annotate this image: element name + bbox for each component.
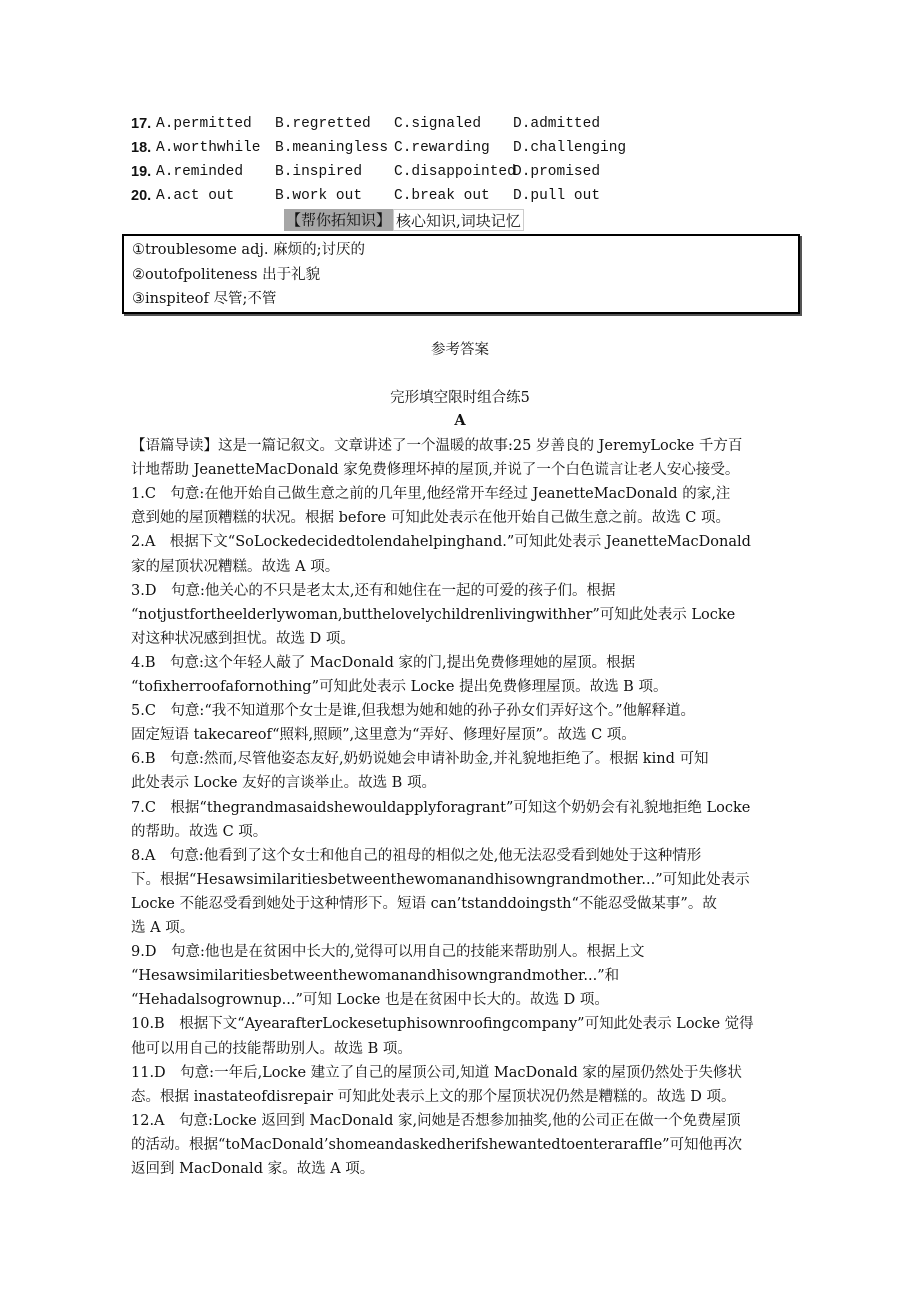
- explanation-line: 他可以用自己的技能帮助别人。故选 B 项。: [131, 1040, 412, 1057]
- explanation-line: 的活动。根据“toMacDonald’shomeandaskedherifshewantedtoenteraraffle”可知他再次: [131, 1136, 743, 1153]
- explanation-line: 下。根据“Hesawsimilaritiesbetweenthewomanandhisowngrandmother...”可知此处表示: [131, 871, 750, 888]
- explanation-line: 4.B 句意:这个年轻人敲了 MacDonald 家的门,提出免费修理她的屋顶。根据: [131, 654, 636, 671]
- explanation-line: “Hesawsimilaritiesbetweenthewomanandhisowngrandmother...”和: [131, 968, 620, 985]
- option-b: B.work out: [275, 188, 363, 204]
- knowledge-item: ②outofpoliteness 出于礼貌: [132, 266, 321, 283]
- explanation-line: 1.C 句意:在他开始自己做生意之前的几年里,他经常开车经过 JeanetteMacDonald 的家,注: [131, 486, 731, 503]
- option-a: A.worthwhile: [156, 140, 261, 156]
- explanation-line: 对这种状况感到担忧。故选 D 项。: [131, 630, 355, 647]
- explanation-line: 选 A 项。: [131, 920, 195, 936]
- option-d: D.challenging: [513, 140, 627, 156]
- option-b: B.inspired: [275, 164, 363, 180]
- knowledge-banner: [284, 209, 524, 231]
- option-b: B.regretted: [275, 116, 371, 132]
- knowledge-box: [122, 234, 800, 314]
- knowledge-banner-highlight: 【帮你拓知识】: [286, 211, 392, 229]
- explanation-line: 8.A 句意:他看到了这个女士和他自己的祖母的相似之处,他无法忍受看到她处于这种情形: [131, 847, 702, 864]
- knowledge-banner-subtitle: 核心知识,词块记忆: [393, 209, 524, 231]
- explanation-line: 6.B 句意:然而,尽管他姿态友好,奶奶说她会申请补助金,并礼貌地拒绝了。根据 kind 可知: [131, 751, 709, 768]
- explanation-line: “tofixherroofafornothing”可知此处表示 Locke 提出免费修理屋顶。故选 B 项。: [131, 679, 668, 695]
- knowledge-item: ①troublesome adj. 麻烦的;讨厌的: [132, 242, 365, 258]
- explanation-line: 3.D 句意:他关心的不只是老太太,还有和她住在一起的可爱的孩子们。根据: [131, 582, 616, 599]
- explanation-line: 意到她的屋顶糟糕的状况。根据 before 可知此处表示在他开始自己做生意之前。故选 C 项。: [131, 510, 730, 527]
- answers-heading: 参考答案: [431, 342, 489, 358]
- knowledge-item: ③inspiteof 尽管;不管: [132, 291, 277, 307]
- explanation-line: 此处表示 Locke 友好的言谈举止。故选 B 项。: [131, 775, 436, 792]
- option-a: A.act out: [156, 188, 235, 204]
- question-number: 20.: [131, 188, 152, 204]
- explanation-line: 固定短语 takecareof“照料,照顾”,这里意为“弄好、修理好屋顶”。故选 C 项。: [131, 727, 636, 744]
- explanation-line: 9.D 句意:他也是在贫困中长大的,觉得可以用自己的技能来帮助别人。根据上文: [131, 944, 645, 961]
- explanation-line: 返回到 MacDonald 家。故选 A 项。: [131, 1161, 375, 1177]
- option-a: A.reminded: [156, 164, 244, 180]
- option-c: C.rewarding: [394, 140, 490, 156]
- explanation-line: 【语篇导读】这是一篇记叙文。文章讲述了一个温暖的故事:25 岁善良的 JeremyLocke 千方百: [131, 438, 743, 454]
- explanation-line: 2.A 根据下文“SoLockedecidedtolendahelpinghand.”可知此处表示 JeanetteMacDonald: [131, 534, 751, 551]
- option-d: D.admitted: [513, 116, 601, 132]
- explanation-line: Locke 不能忍受看到她处于这种情形下。短语 can’tstanddoingsth“不能忍受做某事”。故: [131, 895, 717, 912]
- question-number: 18.: [131, 140, 152, 156]
- explanation-line: “notjustfortheelderlywoman,butthelovelychildrenlivingwithher”可知此处表示 Locke: [131, 606, 736, 623]
- explanation-line: 态。根据 inastateofdisrepair 可知此处表示上文的那个屋顶状况仍然是糟糕的。故选 D 项。: [131, 1088, 736, 1105]
- exercise-title: 完形填空限时组合练5: [390, 390, 530, 406]
- explanation-line: 12.A 句意:Locke 返回到 MacDonald 家,问她是否想参加抽奖,他的公司正在做一个免费屋顶: [131, 1112, 741, 1129]
- option-a: A.permitted: [156, 116, 252, 132]
- explanation-line: 计地帮助 JeanetteMacDonald 家免费修理坏掉的屋顶,并说了一个白色谎言让老人安心接受。: [131, 462, 740, 479]
- question-number: 19.: [131, 164, 152, 180]
- section-label: A: [454, 412, 466, 429]
- explanation-line: 10.B 根据下文“AyearafterLockesetuphisownroofingcompany”可知此处表示 Locke 觉得: [131, 1016, 754, 1033]
- option-c: C.signaled: [394, 116, 482, 132]
- explanation-line: “Hehadalsogrownup...”可知 Locke 也是在贫困中长大的。故选 D 项。: [131, 992, 609, 1009]
- explanation-line: 的帮助。故选 C 项。: [131, 823, 268, 840]
- explanation-line: 家的屋顶状况糟糕。故选 A 项。: [131, 558, 340, 575]
- option-c: C.break out: [394, 188, 490, 204]
- explanation-line: 5.C 句意:“我不知道那个女士是谁,但我想为她和她的孙子孙女们弄好这个。”他解释道。: [131, 703, 695, 720]
- explanation-line: 11.D 句意:一年后,Locke 建立了自己的屋顶公司,知道 MacDonald 家的屋顶仍然处于失修状: [131, 1064, 742, 1081]
- question-number: 17.: [131, 116, 152, 132]
- option-d: D.pull out: [513, 188, 601, 204]
- option-b: B.meaningless: [275, 140, 389, 156]
- option-c: C.disappointed: [394, 164, 516, 180]
- explanation-line: 7.C 根据“thegrandmasaidshewouldapplyforagrant”可知这个奶奶会有礼貌地拒绝 Locke: [131, 799, 751, 816]
- option-d: D.promised: [513, 164, 601, 180]
